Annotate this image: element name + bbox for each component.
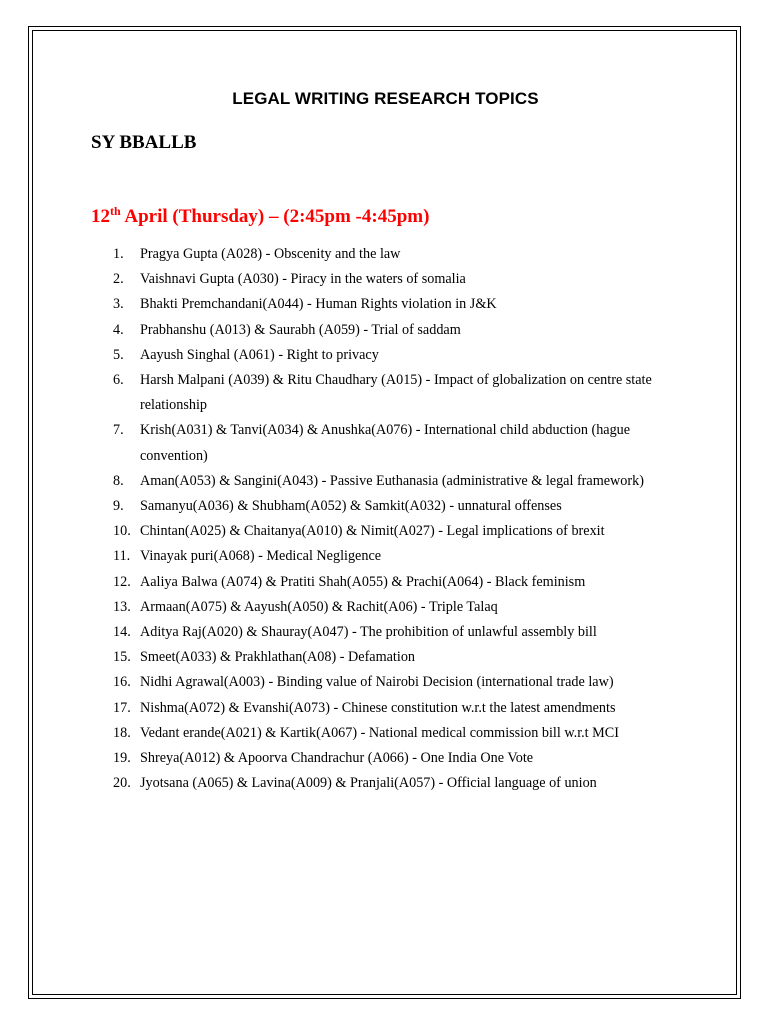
list-item-number: 20.: [113, 775, 131, 792]
list-item: [113, 292, 693, 317]
list-item-text: Armaan(A075) & Aayush(A050) & Rachit(A06) - Triple Talaq: [140, 598, 498, 615]
list-item-number: 1.: [113, 246, 124, 262]
list-item-number: 8.: [113, 472, 124, 489]
list-item-text: Prabhanshu (A013) & Saurabh (A059) - Trial of saddam: [140, 321, 461, 338]
list-item-number: 12.: [113, 573, 131, 590]
topic-list: [113, 242, 693, 796]
list-item-number: 13.: [113, 598, 131, 615]
list-item: [113, 670, 693, 695]
list-item: [113, 494, 693, 519]
document-title: LEGAL WRITING RESEARCH TOPICS: [232, 89, 539, 108]
list-item-text: Pragya Gupta (A028) - Obscenity and the law: [140, 246, 401, 262]
list-item-number: 10.: [113, 523, 131, 540]
list-item: [113, 418, 693, 468]
list-item: [113, 267, 693, 292]
list-item-number: 11.: [113, 548, 131, 565]
list-item-text: Vinayak puri(A068) - Medical Negligence: [140, 548, 382, 565]
list-item-text: Nishma(A072) & Evanshi(A073) - Chinese constitution w.r.t the latest amendments: [140, 699, 616, 716]
list-item-number: 18.: [113, 724, 131, 741]
list-item-text: Jyotsana (A065) & Lavina(A009) & Pranjali(A057) - Official language of union: [140, 775, 597, 792]
list-item-text: Aman(A053) & Sangini(A043) - Passive Euthanasia (administrative & legal framework): [140, 472, 644, 489]
list-item-number: 3.: [113, 296, 124, 313]
list-item-number: 4.: [113, 321, 124, 338]
list-item-text: Krish(A031) & Tanvi(A034) & Anushka(A076) - International child abduction (hague convention): [140, 422, 631, 464]
list-item: [113, 570, 693, 595]
list-item-text: Aditya Raj(A020) & Shauray(A047) - The prohibition of unlawful assembly bill: [140, 624, 597, 641]
list-item-number: 19.: [113, 750, 131, 767]
list-item: [113, 544, 693, 569]
list-item-number: 14.: [113, 624, 131, 641]
list-item-text: Aayush Singhal (A061) - Right to privacy: [140, 346, 379, 363]
session-day-number: 12: [91, 206, 110, 227]
list-item-number: 6.: [113, 372, 124, 389]
list-item: [113, 469, 693, 494]
list-item-text: Chintan(A025) & Chaitanya(A010) & Nimit(A027) - Legal implications of brexit: [140, 523, 605, 540]
list-item-text: Vedant erande(A021) & Kartik(A067) - National medical commission bill w.r.t MCI: [140, 724, 619, 741]
list-item: [113, 242, 693, 267]
list-item-text: Aaliya Balwa (A074) & Pratiti Shah(A055) & Prachi(A064) - Black feminism: [140, 573, 586, 590]
list-item: [113, 771, 693, 796]
session-heading: [91, 206, 429, 228]
list-item: [113, 746, 693, 771]
list-item: [113, 343, 693, 368]
list-item: [113, 620, 693, 645]
list-item-number: 5.: [113, 346, 124, 363]
document-subtitle: SY BBALLB: [91, 132, 197, 153]
list-item: [113, 595, 693, 620]
list-item-text: Shreya(A012) & Apoorva Chandrachur (A066) - One India One Vote: [140, 750, 534, 767]
list-item-text: Samanyu(A036) & Shubham(A052) & Samkit(A032) - unnatural offenses: [140, 498, 562, 515]
list-item-text: Vaishnavi Gupta (A030) - Piracy in the waters of somalia: [140, 271, 466, 288]
list-item: [113, 645, 693, 670]
session-date-time: April (Thursday) – (2:45pm -4:45pm): [120, 206, 430, 227]
list-item: [113, 696, 693, 721]
list-item-text: Harsh Malpani (A039) & Ritu Chaudhary (A015) - Impact of globalization on centre state relationship: [140, 372, 652, 414]
list-item: [113, 519, 693, 544]
list-item-text: Bhakti Premchandani(A044) - Human Rights violation in J&K: [140, 296, 497, 313]
list-item: [113, 721, 693, 746]
list-item: [113, 318, 693, 343]
list-item-number: 15.: [113, 649, 131, 666]
list-item-text: Nidhi Agrawal(A003) - Binding value of Nairobi Decision (international trade law): [140, 674, 614, 691]
list-item-number: 16.: [113, 674, 131, 691]
session-day-suffix: th: [110, 204, 121, 218]
document-page: [32, 30, 737, 995]
list-item-number: 2.: [113, 271, 124, 288]
list-item-text: Smeet(A033) & Prakhlathan(A08) - Defamation: [140, 649, 416, 666]
list-item-number: 9.: [113, 498, 124, 515]
list-item: [113, 368, 693, 418]
list-item-number: 7.: [113, 422, 124, 439]
list-item-number: 17.: [113, 699, 131, 716]
